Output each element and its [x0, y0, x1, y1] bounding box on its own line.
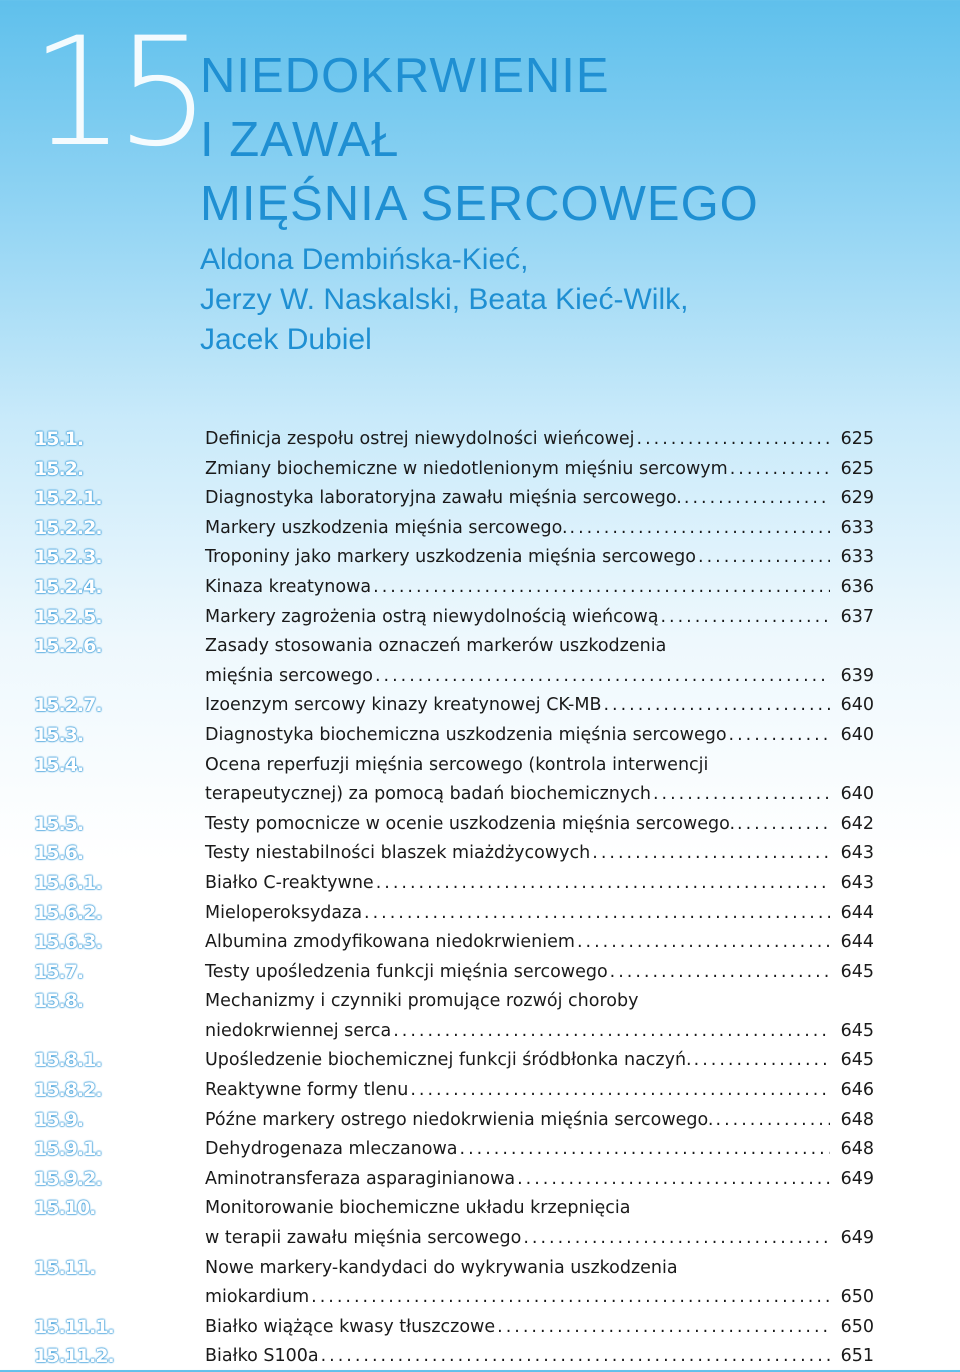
toc-section-number: 15.2.6.: [34, 635, 102, 658]
toc-section-number: 15.2.4.: [34, 575, 102, 598]
toc-page-number: 645: [840, 1020, 874, 1041]
author-line: Aldona Dembińska-Kieć,: [200, 243, 529, 276]
toc-section-number: 15.9.1.: [34, 1138, 102, 1161]
toc-entry[interactable]: [34, 691, 874, 721]
toc-entry[interactable]: [34, 1313, 874, 1343]
toc-dot-leader: [729, 721, 830, 751]
toc-page-number: 648: [840, 1139, 874, 1160]
toc-dot-leader: [523, 1224, 830, 1254]
toc-entry-title: Białko C-reaktywne: [205, 872, 374, 893]
toc-entry-title: Testy pomocnicze w ocenie uszkodzenia mięśnia sercowego.: [205, 813, 736, 834]
toc-dot-leader: [592, 839, 830, 869]
toc-section-number: 15.10.: [34, 1197, 96, 1220]
toc-entry[interactable]: [34, 1165, 874, 1195]
toc-section-number: 15.3.: [34, 723, 84, 746]
toc-page-number: 629: [840, 488, 874, 509]
toc-dot-leader: [716, 1106, 831, 1136]
toc-entry-title: Mechanizmy i czynniki promujące rozwój choroby: [205, 991, 639, 1012]
toc-entry-title: Markery uszkodzenia mięśnia sercowego.: [205, 517, 568, 538]
toc-entry[interactable]: [34, 543, 874, 573]
toc-section-number: 15.8.2.: [34, 1079, 102, 1102]
toc-entry-title: Markery zagrożenia ostrą niewydolnością wieńcową: [205, 606, 659, 627]
toc-entry[interactable]: [34, 1254, 874, 1313]
toc-dot-leader: [660, 603, 830, 633]
author-line: Jerzy W. Naskalski, Beata Kieć-Wilk,: [200, 283, 689, 316]
toc-section-number: 15.11.: [34, 1256, 96, 1279]
toc-section-number: 15.11.1.: [34, 1315, 114, 1338]
toc-dot-leader: [460, 1135, 830, 1165]
toc-page-number: 643: [840, 872, 874, 893]
toc-entry-title: terapeutycznej) za pomocą badań biochemicznych: [205, 784, 651, 805]
toc-page-number: 650: [840, 1316, 874, 1337]
toc-page-number: 636: [840, 576, 874, 597]
toc-page-number: 646: [840, 1080, 874, 1101]
toc-dot-leader: [603, 691, 830, 721]
toc-entry[interactable]: [34, 1135, 874, 1165]
toc-section-number: 15.5.: [34, 812, 84, 835]
toc-section-number: 15.7.: [34, 960, 84, 983]
toc-entry-title: Izoenzym sercowy kinazy kreatynowej CK-MB: [205, 695, 602, 716]
table-of-contents: [34, 425, 874, 1372]
toc-page-number: 644: [840, 902, 874, 923]
toc-entry[interactable]: [34, 899, 874, 929]
toc-entry-title: Późne markery ostrego niedokrwienia mięśnia sercowego.: [205, 1109, 714, 1130]
toc-section-number: 15.2.7.: [34, 694, 102, 717]
toc-dot-leader: [737, 810, 830, 840]
chapter-number: 15: [30, 6, 201, 180]
toc-entry-title: Upośledzenie biochemicznej funkcji śródbłonka naczyń.: [205, 1050, 692, 1071]
toc-entry[interactable]: [34, 425, 874, 455]
toc-dot-leader: [570, 514, 830, 544]
toc-section-number: 15.4.: [34, 753, 84, 776]
toc-entry-title: Kinaza kreatynowa: [205, 576, 372, 597]
toc-entry-title: Zasady stosowania oznaczeń markerów uszkodzenia: [205, 636, 667, 657]
toc-entry[interactable]: [34, 632, 874, 691]
toc-entry-title: miokardium: [205, 1287, 310, 1308]
toc-dot-leader: [410, 1076, 830, 1106]
toc-section-number: 15.2.5.: [34, 605, 102, 628]
authors: [200, 240, 688, 360]
chapter-title: [200, 44, 759, 236]
chapter-title-line: NIEDOKRWIENIE: [200, 49, 610, 103]
toc-dot-leader: [730, 455, 830, 485]
toc-entry[interactable]: [34, 1194, 874, 1253]
toc-page-number: 642: [840, 813, 874, 834]
toc-entry[interactable]: [34, 514, 874, 544]
toc-page-number: 639: [840, 665, 874, 686]
toc-entry-title: w terapii zawału mięśnia sercowego: [205, 1228, 522, 1249]
toc-dot-leader: [497, 1313, 830, 1343]
toc-section-number: 15.2.2.: [34, 516, 102, 539]
author-line: Jacek Dubiel: [200, 323, 372, 356]
toc-section-number: 15.11.2.: [34, 1345, 114, 1368]
toc-entry-title: Mieloperoksydaza: [205, 902, 363, 923]
toc-entry[interactable]: [34, 603, 874, 633]
toc-page-number: 649: [840, 1228, 874, 1249]
toc-dot-leader: [376, 869, 830, 899]
toc-entry-title: Diagnostyka laboratoryjna zawału mięśnia sercowego.: [205, 488, 682, 509]
toc-entry-title: Białko wiążące kwasy tłuszczowe: [205, 1316, 496, 1337]
toc-page-number: 633: [840, 547, 874, 568]
toc-entry-title: niedokrwiennej serca: [205, 1020, 392, 1041]
toc-page-number: 644: [840, 932, 874, 953]
toc-entry-title: Definicja zespołu ostrej niewydolności wieńcowej: [205, 429, 635, 449]
toc-entry[interactable]: [34, 958, 874, 988]
toc-page-number: 637: [840, 606, 874, 627]
toc-page-number: 650: [840, 1287, 874, 1308]
toc-section-number: 15.2.1.: [34, 487, 102, 510]
toc-entry[interactable]: [34, 869, 874, 899]
toc-entry[interactable]: [34, 455, 874, 485]
toc-entry[interactable]: [34, 928, 874, 958]
toc-entry[interactable]: [34, 751, 874, 810]
toc-dot-leader: [653, 780, 830, 810]
toc-dot-leader: [684, 484, 830, 514]
toc-entry-title: Troponiny jako markery uszkodzenia mięśnia sercowego: [205, 547, 696, 568]
toc-entry-title: Testy niestabilności blaszek miażdżycowych: [205, 843, 591, 864]
toc-entry-title: Aminotransferaza asparaginianowa: [205, 1168, 516, 1189]
toc-entry-title: Białko S100a: [205, 1346, 319, 1367]
toc-page-number: 625: [840, 458, 874, 479]
toc-section-number: 15.8.1.: [34, 1049, 102, 1072]
toc-entry-title: Testy upośledzenia funkcji mięśnia sercowego: [205, 961, 608, 982]
toc-section-number: 15.1.: [34, 428, 84, 450]
toc-entry-title: Diagnostyka biochemiczna uszkodzenia mięśnia sercowego: [205, 724, 727, 745]
toc-entry-title: Nowe markery-kandydaci do wykrywania uszkodzenia: [205, 1257, 678, 1278]
toc-section-number: 15.6.1.: [34, 871, 102, 894]
toc-entry[interactable]: [34, 721, 874, 751]
toc-page-number: 648: [840, 1109, 874, 1130]
toc-dot-leader: [610, 958, 830, 988]
toc-entry-title: Reaktywne formy tlenu: [205, 1080, 409, 1101]
toc-section-number: 15.2.: [34, 457, 84, 480]
toc-dot-leader: [375, 662, 830, 692]
toc-page-number: 640: [840, 724, 874, 745]
toc-page-number: 651: [840, 1346, 874, 1367]
toc-entry-title: Monitorowanie biochemiczne układu krzepnięcia: [205, 1198, 631, 1219]
toc-entry-title: Zmiany biochemiczne w niedotlenionym mięśniu sercowym: [205, 458, 728, 479]
toc-dot-leader: [373, 573, 830, 603]
toc-entry[interactable]: [34, 1342, 874, 1372]
toc-entry[interactable]: [34, 1046, 874, 1076]
toc-dot-leader: [311, 1283, 830, 1313]
toc-section-number: 15.8.: [34, 990, 84, 1013]
toc-entry[interactable]: [34, 987, 874, 1046]
toc-dot-leader: [577, 928, 830, 958]
toc-dot-leader: [364, 899, 830, 929]
toc-page-number: 640: [840, 784, 874, 805]
toc-entry[interactable]: [34, 810, 874, 840]
toc-entry-title: Ocena reperfuzji mięśnia sercowego (kontrola interwencji: [205, 754, 709, 775]
toc-page-number: 640: [840, 695, 874, 716]
toc-page-number: 649: [840, 1168, 874, 1189]
toc-dot-leader: [393, 1017, 830, 1047]
toc-section-number: 15.2.3.: [34, 546, 102, 569]
toc-dot-leader: [698, 543, 830, 573]
toc-dot-leader: [321, 1342, 830, 1372]
toc-section-number: 15.9.2.: [34, 1167, 102, 1190]
toc-page-number: 643: [840, 843, 874, 864]
toc-page-number: 645: [840, 1050, 874, 1071]
toc-section-number: 15.6.3.: [34, 931, 102, 954]
toc-entry[interactable]: [34, 839, 874, 869]
toc-section-number: 15.6.: [34, 842, 84, 865]
toc-entry-title: Dehydrogenaza mleczanowa: [205, 1139, 458, 1160]
toc-entry[interactable]: [34, 1076, 874, 1106]
toc-entry[interactable]: [34, 1106, 874, 1136]
toc-entry[interactable]: [34, 484, 874, 514]
chapter-title-line: I ZAWAŁ: [200, 113, 400, 167]
toc-section-number: 15.9.: [34, 1108, 84, 1131]
toc-section-number: 15.6.2.: [34, 901, 102, 924]
toc-page-number: 645: [840, 961, 874, 982]
toc-dot-leader: [694, 1046, 830, 1076]
toc-entry[interactable]: [34, 573, 874, 603]
toc-page-number: 625: [840, 429, 874, 449]
toc-page-number: 633: [840, 517, 874, 538]
toc-entry-title: mięśnia sercowego: [205, 665, 373, 686]
toc-dot-leader: [517, 1165, 830, 1195]
toc-dot-leader: [637, 425, 830, 455]
chapter-title-line: MIĘŚNIA SERCOWEGO: [200, 177, 759, 231]
toc-entry-title: Albumina zmodyfikowana niedokrwieniem: [205, 932, 575, 953]
